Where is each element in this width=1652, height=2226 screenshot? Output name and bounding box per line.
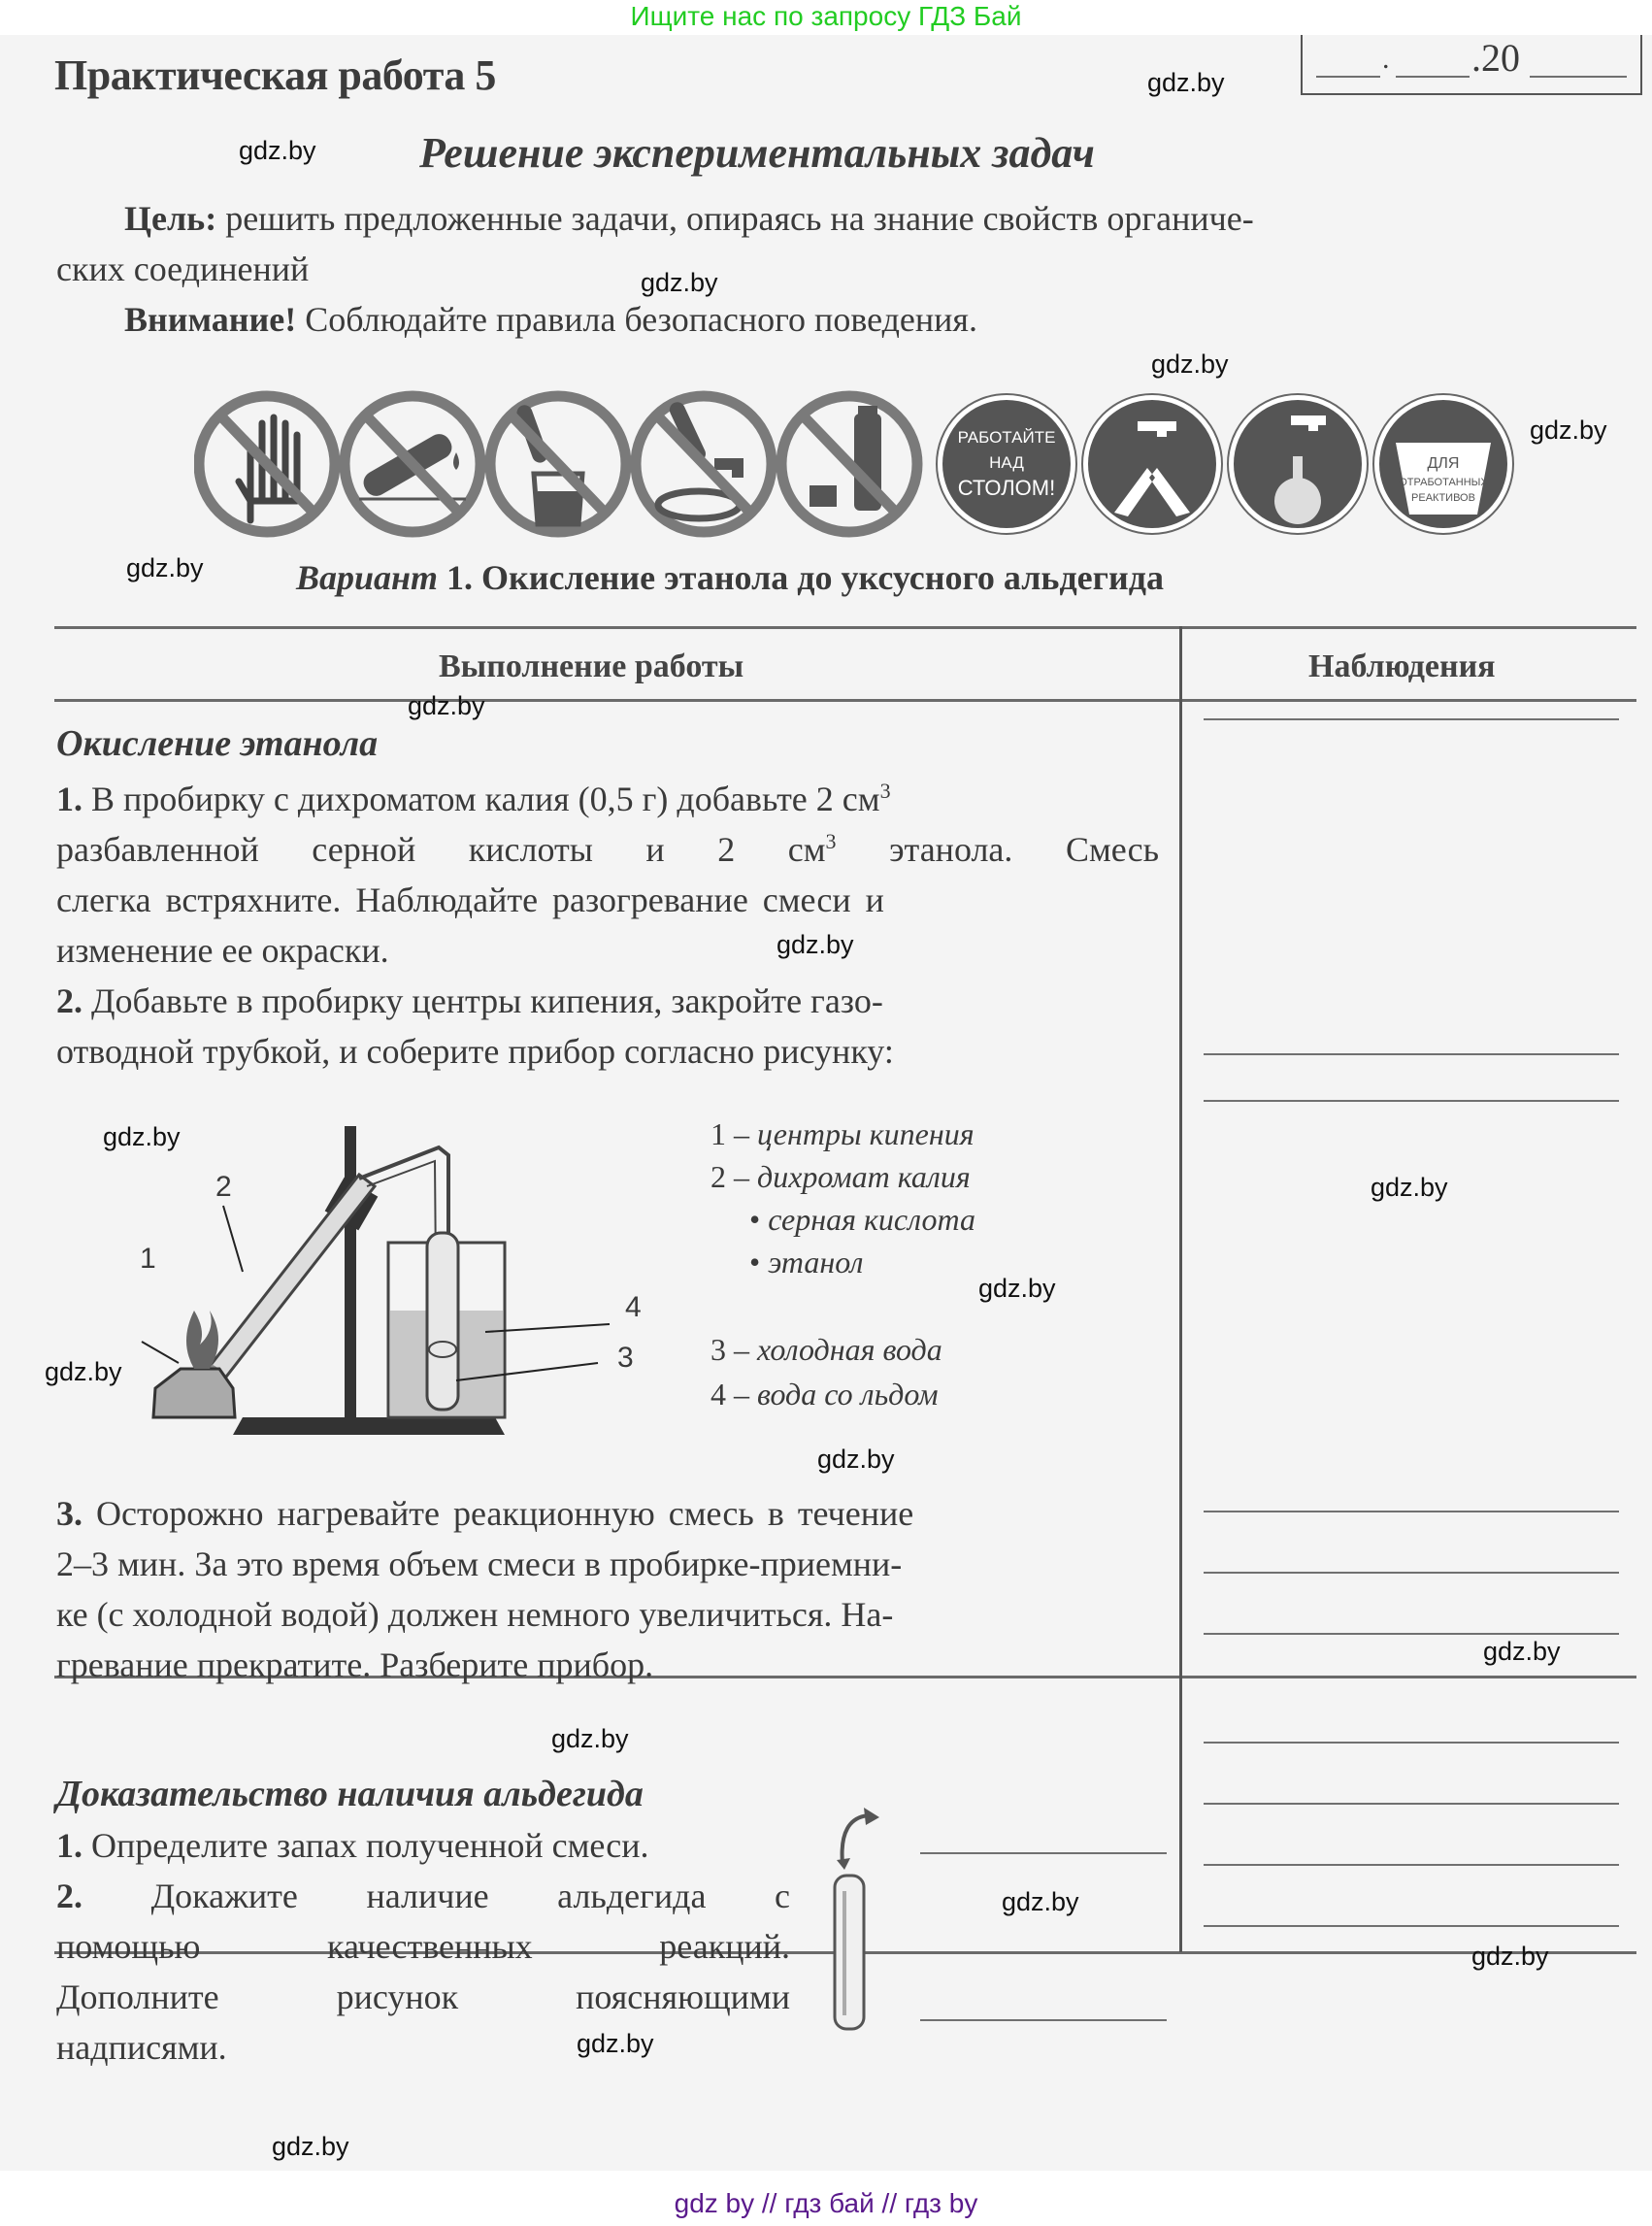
date-year-prefix: .20 (1471, 36, 1520, 80)
rinse-flask-icon (1228, 394, 1368, 534)
section-heading-aldehyde-proof: Доказательство наличия альдегида (56, 1774, 644, 1814)
step3-line-1: 3. Осторожно нагревайте реакционную смесь в течение (56, 1494, 914, 1533)
s2-step2-line-3: Дополните рисунок поясняющими (56, 1977, 790, 2016)
step3-line-4: гревание прекратите. Разберите прибор. (56, 1645, 654, 1684)
figure-label-1: 1 (140, 1243, 156, 1275)
wash-hands-icon (1082, 394, 1222, 534)
date-month-line (1396, 76, 1470, 78)
watermark: gdz.by (239, 136, 316, 165)
s2-step2-line-4: надписями. (56, 2028, 227, 2067)
top-banner[interactable]: Ищите нас по запросу ГДЗ Бай (630, 1, 1022, 31)
watermark: gdz.by (1471, 1942, 1549, 1971)
no-food-icon (781, 396, 917, 532)
s2-step1: 1. Определите запах полученной смеси. (56, 1826, 649, 1865)
variant-number: 1. (446, 558, 474, 597)
watermark: gdz.by (1147, 68, 1225, 97)
observation-line[interactable] (1204, 1633, 1619, 1635)
distillation-apparatus-figure (126, 1126, 670, 1446)
s2-step2-line-1: 2. Докажите наличие альдегида с (56, 1877, 790, 1915)
legend-item-1: 1 – центры кипения (710, 1116, 975, 1151)
legend-item-2: 2 – дихромат калия (710, 1159, 971, 1194)
observation-line[interactable] (1204, 1803, 1619, 1805)
date-day-line (1316, 76, 1380, 78)
date-box (1301, 35, 1642, 95)
no-drink-icon (490, 396, 626, 532)
superscript: 3 (879, 779, 891, 803)
variant-text: Окисление этанола до уксусного альдегида (481, 558, 1164, 597)
test-tube-figure (825, 1808, 903, 2031)
figure-caption-line[interactable] (920, 2019, 1167, 2021)
page-subtitle: Решение экспериментальных задач (419, 129, 1095, 177)
watermark: gdz.by (776, 930, 854, 959)
watermark: gdz.by (1151, 349, 1229, 379)
s2-step2-line-2: помощью качественных реакций. (56, 1927, 790, 1966)
svg-text:РЕАКТИВОВ: РЕАКТИВОВ (1411, 492, 1475, 504)
work-over-table-icon (937, 394, 1076, 534)
legend-item-bullet-2: • этанол (749, 1245, 864, 1279)
observation-line[interactable] (1204, 718, 1619, 720)
watermark: gdz.by (1530, 415, 1607, 445)
warning-label: Внимание! (124, 300, 297, 339)
figure-caption-line[interactable] (920, 1852, 1167, 1854)
table-column-divider (1179, 626, 1182, 1952)
safety-icons-row (194, 384, 1534, 549)
table-top-border (54, 626, 1636, 629)
observation-line[interactable] (1204, 1572, 1619, 1574)
section-heading-oxidation: Окисление этанола (56, 723, 379, 764)
watermark: gdz.by (126, 553, 204, 582)
observation-line[interactable] (1204, 1511, 1619, 1512)
col-header-work: Выполнение работы (439, 648, 744, 684)
observation-line[interactable] (1204, 1742, 1619, 1744)
step-number: 1. (56, 780, 83, 818)
watermark: gdz.by (408, 691, 485, 720)
step1-line-3: слегка встряхните. Наблюдайте разогревание смеси и (56, 880, 884, 919)
watermark: gdz.by (641, 268, 718, 297)
legend-item-3: 3 – холодная вода (710, 1332, 942, 1367)
watermark: gdz.by (577, 2029, 654, 2058)
goal-text: решить предложенные задачи, опираясь на знание свойств органиче- (225, 199, 1254, 238)
variant-label: Вариант (296, 558, 439, 597)
step2-line-2: отводной трубкой, и соберите прибор согласно рисунку: (56, 1032, 894, 1071)
figure-label-3: 3 (617, 1342, 634, 1374)
watermark: gdz.by (817, 1445, 895, 1474)
figure-label-2: 2 (215, 1171, 232, 1203)
step3-line-3: ке (с холодной водой) должен немного увеличиться. На- (56, 1595, 894, 1634)
no-touch-icon (199, 396, 335, 532)
goal-label: Цель: (124, 199, 217, 238)
date-dot: . (1382, 43, 1390, 75)
svg-text:РАБОТАЙТЕ: РАБОТАЙТЕ (957, 428, 1056, 447)
observation-line[interactable] (1204, 1053, 1619, 1055)
step-text: В пробирку с дихроматом калия (0,5 г) добавьте 2 см (91, 780, 880, 818)
watermark: gdz.by (551, 1724, 629, 1753)
watermark: gdz.by (1371, 1173, 1448, 1202)
date-year-line (1530, 76, 1627, 78)
observation-line[interactable] (1204, 1864, 1619, 1866)
goal-line-1 (124, 198, 1254, 239)
svg-text:СТОЛОМ!: СТОЛОМ! (957, 476, 1056, 500)
watermark: gdz.by (1002, 1887, 1079, 1916)
svg-text:ОТРАБОТАННЫХ: ОТРАБОТАННЫХ (1399, 477, 1488, 488)
warning-line (124, 299, 977, 340)
step1-line-2: разбавленной серной кислоты и 2 $см^3$ этанола. Смесь (56, 829, 1160, 869)
legend-item-4: 4 – вода со льдом (710, 1377, 939, 1412)
warning-text: Соблюдайте правила безопасного поведения. (305, 300, 977, 339)
svg-text:НАД: НАД (989, 453, 1024, 472)
watermark: gdz.by (978, 1274, 1056, 1303)
step2-line-1: 2. Добавьте в пробирку центры кипения, закройте газо- (56, 981, 883, 1020)
no-spill-icon (345, 396, 480, 532)
table-header-border (54, 699, 1636, 702)
svg-text:ДЛЯ: ДЛЯ (1427, 455, 1460, 472)
observation-line[interactable] (1204, 1100, 1619, 1102)
legend-item-bullet-1: • серная кислота (749, 1202, 975, 1237)
no-pour-sink-icon (636, 396, 772, 532)
step3-line-2: 2–3 мин. За это время объем смеси в пробирке-приемни- (56, 1545, 903, 1583)
watermark: gdz.by (272, 2132, 349, 2161)
step1-line-1 (56, 779, 891, 819)
bottom-banner[interactable]: gdz by // гдз бай // гдз by (674, 2188, 978, 2218)
observation-line[interactable] (1204, 1925, 1619, 1927)
watermark: gdz.by (1483, 1637, 1561, 1666)
step1-line-4: изменение ее окраски. (56, 931, 389, 970)
goal-line-2: ских соединений (56, 249, 310, 288)
figure-label-4: 4 (625, 1291, 642, 1323)
watermark: gdz.by (45, 1357, 122, 1386)
waste-reagents-icon (1373, 394, 1513, 534)
page-title: Практическая работа 5 (54, 51, 496, 99)
variant-title (296, 557, 1164, 598)
col-header-observations: Наблюдения (1308, 648, 1496, 684)
watermark: gdz.by (103, 1122, 181, 1151)
